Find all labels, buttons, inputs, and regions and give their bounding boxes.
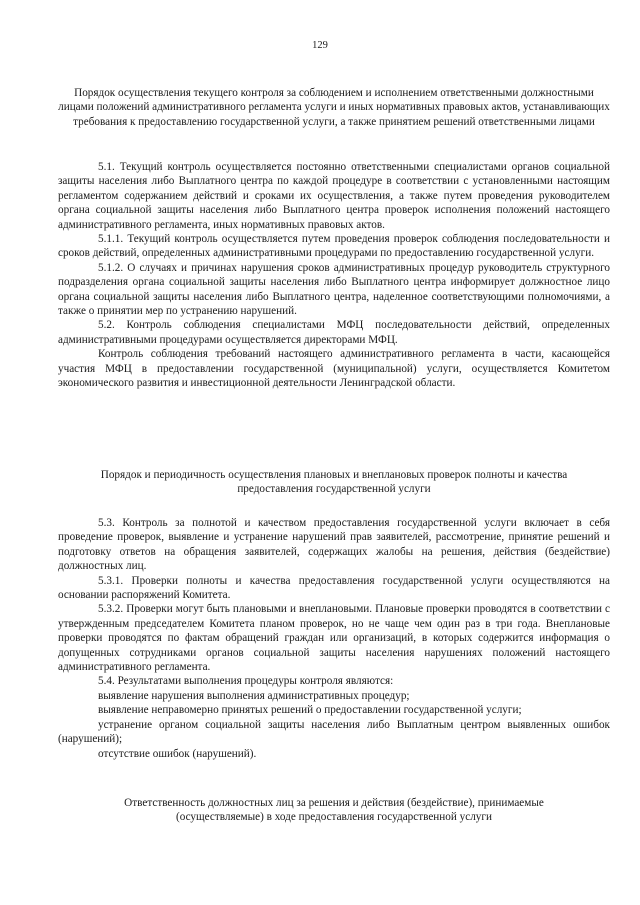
section-inspections [58,516,610,761]
heading-inspections: Порядок и периодичность осуществления плановых и внеплановых проверок полноты и качества предоставления государственной услуги [100,469,568,496]
heading-current-control: Порядок осуществления текущего контроля за соблюдением и исполнением ответственными должностными лицами положений административного регламента услуги и иных нормативных правовых актов, устанавливающих требования к предоставлению государственной услуги, а также принятием решений ответственными лицами [58,87,610,128]
results-item: отсутствие ошибок (нарушений). [98,747,257,760]
paragraph-5-2: 5.2. Контроль соблюдения специалистами МФЦ последовательности действий, определенных административными процедурами осуществляется директорами МФЦ. [58,319,610,346]
paragraph-5-3-1: 5.3.1. Проверки полноты и качества предоставления государственной услуги осуществляются на основании распоряжений Комитета. [58,574,610,602]
results-item: устранение органом социальной защиты населения либо Выплатным центром выявленных ошибок (нарушений); [58,718,610,746]
page-number: 129 [312,40,328,51]
results-item: выявление нарушения выполнения административных процедур; [98,689,410,702]
paragraph-5-3: 5.3. Контроль за полнотой и качеством предоставления государственной услуги включает в себя проведение проверок, выявление и устранение нарушений прав заявителей, рассмотрение, принятие решений и подготовку ответов на обращения заявителей, содержащих жалобы на решения, действия (бездействие) должностных лиц. [58,517,610,573]
paragraph-5-1-1: 5.1.1. Текущий контроль осуществляется путем проведения проверок соблюдения последовательности и сроков действий, определенных административными процедурами по предоставлению государственной услуги. [58,233,610,260]
paragraph-5-1: 5.1. Текущий контроль осуществляется постоянно ответственными специалистами органов социальной защиты населения либо Выплатного центра по каждой процедуре в соответствии с установленными настоящим регламентом содержанием действий и сроками их осуществления, а также путем проведения руководителем органа социальной защиты населения либо Выплатного центра проверок исполнения положений настоящего административного регламента, иных нормативных правовых актов. [58,161,610,231]
paragraph-mfc-control: Контроль соблюдения требований настоящего административного регламента в части, касающейся участия МФЦ в предоставлении государственной (муниципальной) услуги, осуществляется Комитетом экономического развития и инвестиционной деятельности Ленинградской области. [58,348,610,390]
paragraph-5-3-2: 5.3.2. Проверки могут быть плановыми и внеплановыми. Плановые проверки проводятся в соответствии с утвержденным председателем Комитета планом проверок, но не чаще чем один раз в три года. Внеплановые проверки проводятся по фактам обращений граждан или организаций, в которых содержится информация о допущенных сотрудниками органов социальной защиты населения нарушениях положений настоящего административного регламента. [58,603,610,674]
results-item: выявление неправомерно принятых решений о предоставлении государственной услуги; [98,704,522,717]
paragraph-5-4: 5.4. Результатами выполнения процедуры контроля являются: [98,675,394,688]
heading-responsibility: Ответственность должностных лиц за решения и действия (бездействие), принимаемые (осуществляемые) в ходе предоставления государственной услуги [124,797,544,824]
section-current-control [58,160,610,391]
paragraph-5-1-2: 5.1.2. О случаях и причинах нарушения сроков административных процедур руководитель структурного подразделения органа социальной защиты населения либо Выплатного центра информирует должностное лицо органа социальной защиты населения либо Выплатного центра, наделенное соответствующими полномочиями, а также о принятии мер по устранению нарушений. [58,261,610,318]
